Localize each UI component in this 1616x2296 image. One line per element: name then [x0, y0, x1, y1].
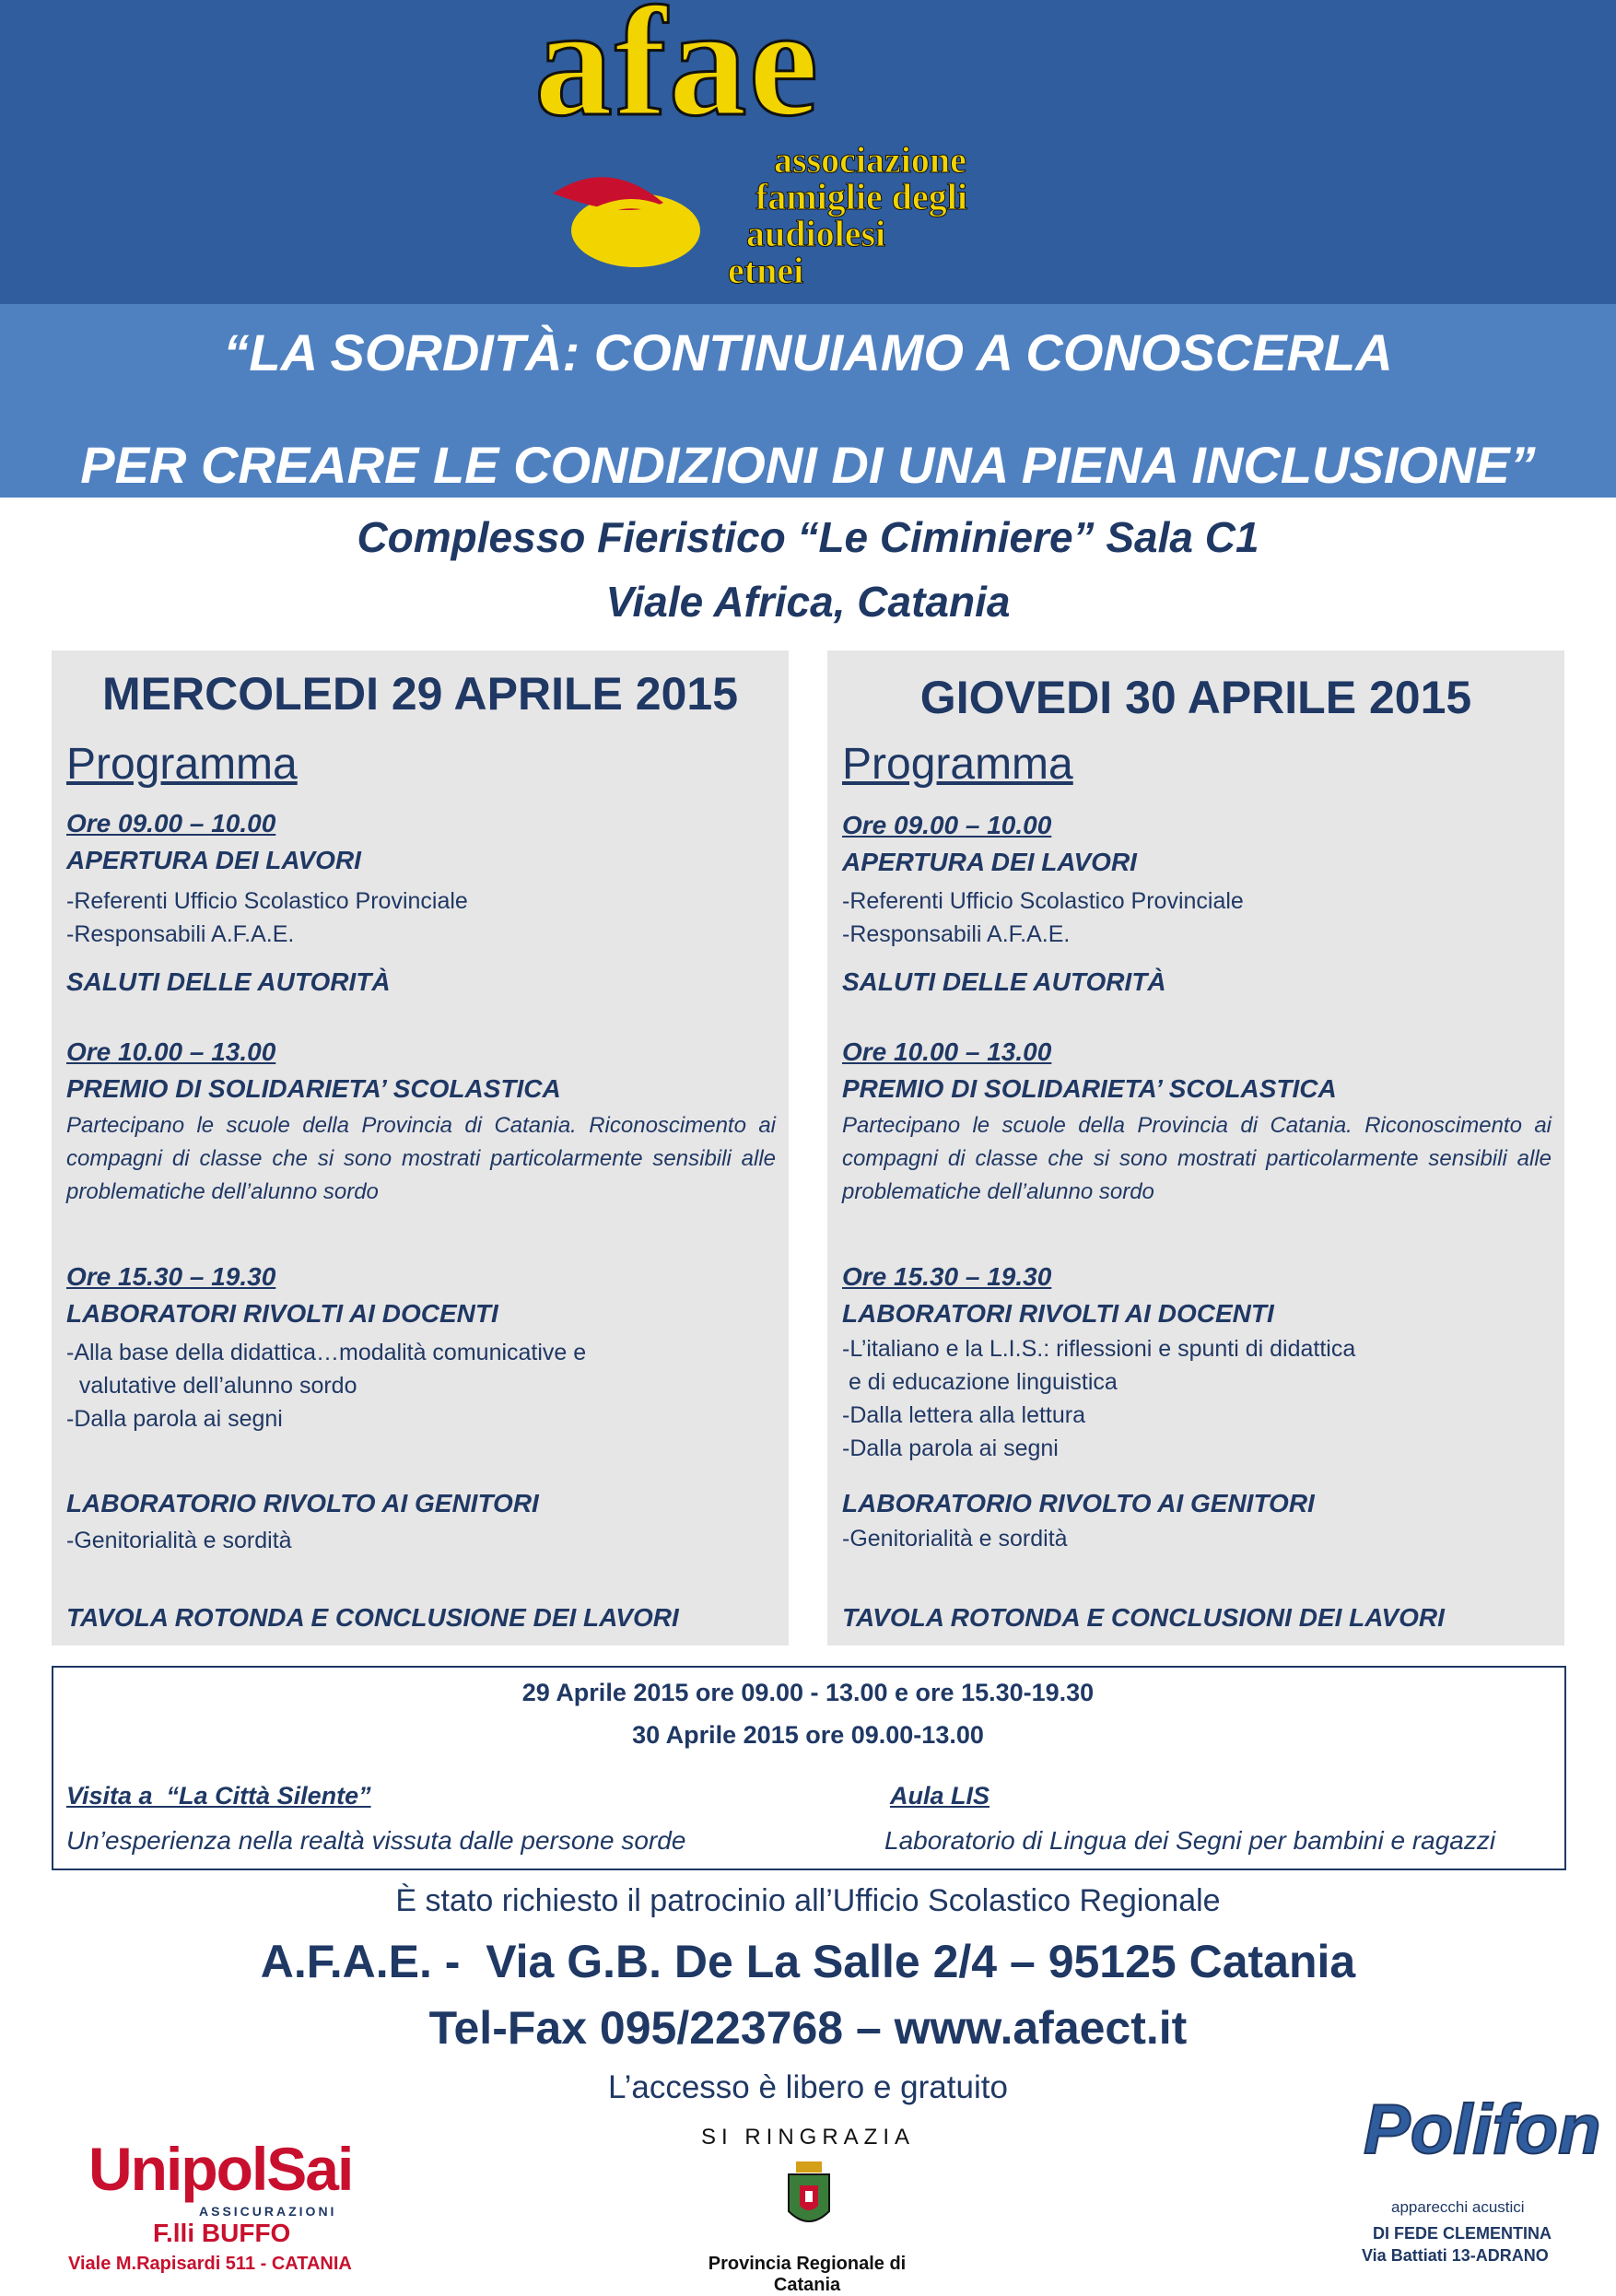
day2-heading: GIOVEDI 30 APRILE 2015 [919, 672, 1472, 723]
title-line-2: PER CREARE LE CONDIZIONI DI UNA PIENA INCLUSIONE” [80, 436, 1536, 494]
logo-line-3: audiolesi [746, 213, 886, 254]
day1-s1-line2: -Responsabili A.F.A.E. [66, 921, 295, 947]
day1-s3-title: LABORATORI RIVOLTI AI DOCENTI [66, 1299, 498, 1328]
day2-s3-time: Ore 15.30 – 19.30 [842, 1262, 1052, 1291]
header-band [0, 0, 1616, 304]
unipolsai-wordmark: UnipolSai [88, 2135, 353, 2203]
unipolsai-address: Viale M.Rapisardi 511 - CATANIA [68, 2254, 352, 2274]
day1-s3-line2: valutative dell’alunno sordo [66, 1373, 357, 1399]
lis-title: Aula LIS [890, 1782, 990, 1810]
day1-s2-desc: Partecipano le scuole della Provincia di Catania. Riconoscimento ai compagni di classe che si sono mostrati particolarmente sensibili alle problematiche dell’alunno sordo [66, 1113, 776, 1204]
day1-s4-title: LABORATORIO RIVOLTO AI GENITORI [66, 1489, 539, 1517]
day1-s1-time: Ore 09.00 – 10.00 [66, 809, 276, 838]
visit-title: Visita a “La Città Silente” [66, 1782, 371, 1810]
logo-line-1: associazione [774, 139, 966, 181]
day2-s1-time: Ore 09.00 – 10.00 [842, 811, 1052, 839]
day2-s1-title: APERTURA DEI LAVORI [842, 848, 1137, 876]
day2-s2-title: PREMIO DI SOLIDARIETA’ SCOLASTICA [842, 1074, 1337, 1103]
day2-greetings: SALUTI DELLE AUTORITÀ [842, 967, 1166, 996]
contact: Tel-Fax 095/223768 – www.afaect.it [428, 2002, 1188, 2054]
crest-icon [779, 2158, 838, 2241]
day2-program-title: Programma [842, 740, 1073, 789]
day1-program-title: Programma [66, 740, 298, 789]
day1-panel [52, 650, 789, 1646]
visit-desc: Un’esperienza nella realtà vissuta dalle persone sorde [66, 1826, 686, 1855]
day2-s3-line4: -Dalla parola ai segni [842, 1435, 1059, 1461]
venue-line-2: Viale Africa, Catania [605, 578, 1011, 626]
afae-logo [525, 0, 1096, 295]
day1-s3-line3: -Dalla parola ai segni [66, 1406, 283, 1432]
day2-s3-title: LABORATORI RIVOLTI AI DOCENTI [842, 1299, 1274, 1328]
info-date-1: 29 Aprile 2015 ore 09.00 - 13.00 e ore 15.30-19.30 [521, 1679, 1095, 1706]
day2-s4-title: LABORATORIO RIVOLTO AI GENITORI [842, 1489, 1315, 1517]
day2-s3-line2: e di educazione linguistica [842, 1369, 1118, 1395]
day1-s3-line1: -Alla base della didattica…modalità comunicative e [66, 1340, 587, 1365]
thanks-label: SI RINGRAZIA [700, 2125, 916, 2150]
lis-desc: Laboratorio di Lingua dei Segni per bambini e ragazzi [884, 1826, 1496, 1855]
day2-s1-line2: -Responsabili A.F.A.E. [842, 921, 1071, 947]
day2-s3-line3: -Dalla lettera alla lettura [842, 1402, 1086, 1428]
logo-wordmark: afae [534, 0, 821, 148]
day1-s4-line1: -Genitorialità e sordità [66, 1528, 292, 1553]
day1-s2-title: PREMIO DI SOLIDARIETA’ SCOLASTICA [66, 1074, 561, 1103]
logo-line-2: famiglie degli [755, 176, 967, 217]
day2-closing: TAVOLA ROTONDA E CONCLUSIONI DEI LAVORI [842, 1603, 1445, 1632]
day2-panel [827, 650, 1564, 1646]
polifon-name: DI FEDE CLEMENTINA [1373, 2224, 1552, 2243]
day1-s1-title: APERTURA DEI LAVORI [66, 846, 361, 874]
info-date-2: 30 Aprile 2015 ore 09.00-13.00 [632, 1721, 984, 1749]
polifon-address: Via Battiati 13-ADRANO [1362, 2246, 1549, 2265]
polifon-logo [1354, 2090, 1601, 2283]
logo-line-4: etnei [728, 250, 804, 291]
day2-s1-line1: -Referenti Ufficio Scolastico Provinciale [842, 888, 1244, 914]
day2-s2-time: Ore 10.00 – 13.00 [842, 1037, 1052, 1066]
address: A.F.A.E. - Via G.B. De La Salle 2/4 – 95125 Catania [260, 1936, 1356, 1987]
day2-s2-desc: Partecipano le scuole della Provincia di Catania. Riconoscimento ai compagni di classe che si sono mostrati particolarmente sensibili alle problematiche dell’alunno sordo [842, 1113, 1552, 1204]
day1-closing: TAVOLA ROTONDA E CONCLUSIONE DEI LAVORI [66, 1603, 679, 1632]
patronage-note: È stato richiesto il patrocinio all’Ufficio Scolastico Regionale [395, 1883, 1221, 1918]
day1-heading: MERCOLEDI 29 APRILE 2015 [101, 668, 738, 720]
polifon-sub: apparecchi acustici [1391, 2198, 1525, 2216]
day2-s3-line1: -L’italiano e la L.I.S.: riflessioni e spunti di didattica [842, 1336, 1356, 1362]
polifon-wordmark: Polifon [1364, 2091, 1601, 2169]
day1-s1-line1: -Referenti Ufficio Scolastico Provinciale [66, 888, 468, 914]
buffo-wordmark: F.lli BUFFO [153, 2219, 291, 2247]
province-crest [779, 2158, 838, 2241]
province-label: Provincia Regionale di Catania [708, 2254, 907, 2295]
venue-line-1: Complesso Fieristico “Le Ciminiere” Sala C1 [357, 513, 1259, 561]
title-line-1: “LA SORDITÀ: CONTINUIAMO A CONOSCERLA [223, 323, 1393, 381]
day1-greetings: SALUTI DELLE AUTORITÀ [66, 967, 391, 996]
free-access-note: L’accesso è libero e gratuito [608, 2069, 1008, 2105]
unipolsai-logo [88, 2134, 365, 2247]
unipolsai-sub: ASSICURAZIONI [199, 2204, 337, 2219]
day1-s2-time: Ore 10.00 – 13.00 [66, 1037, 276, 1066]
day1-s3-time: Ore 15.30 – 19.30 [66, 1262, 276, 1291]
day2-s4-line1: -Genitorialità e sordità [842, 1526, 1068, 1552]
